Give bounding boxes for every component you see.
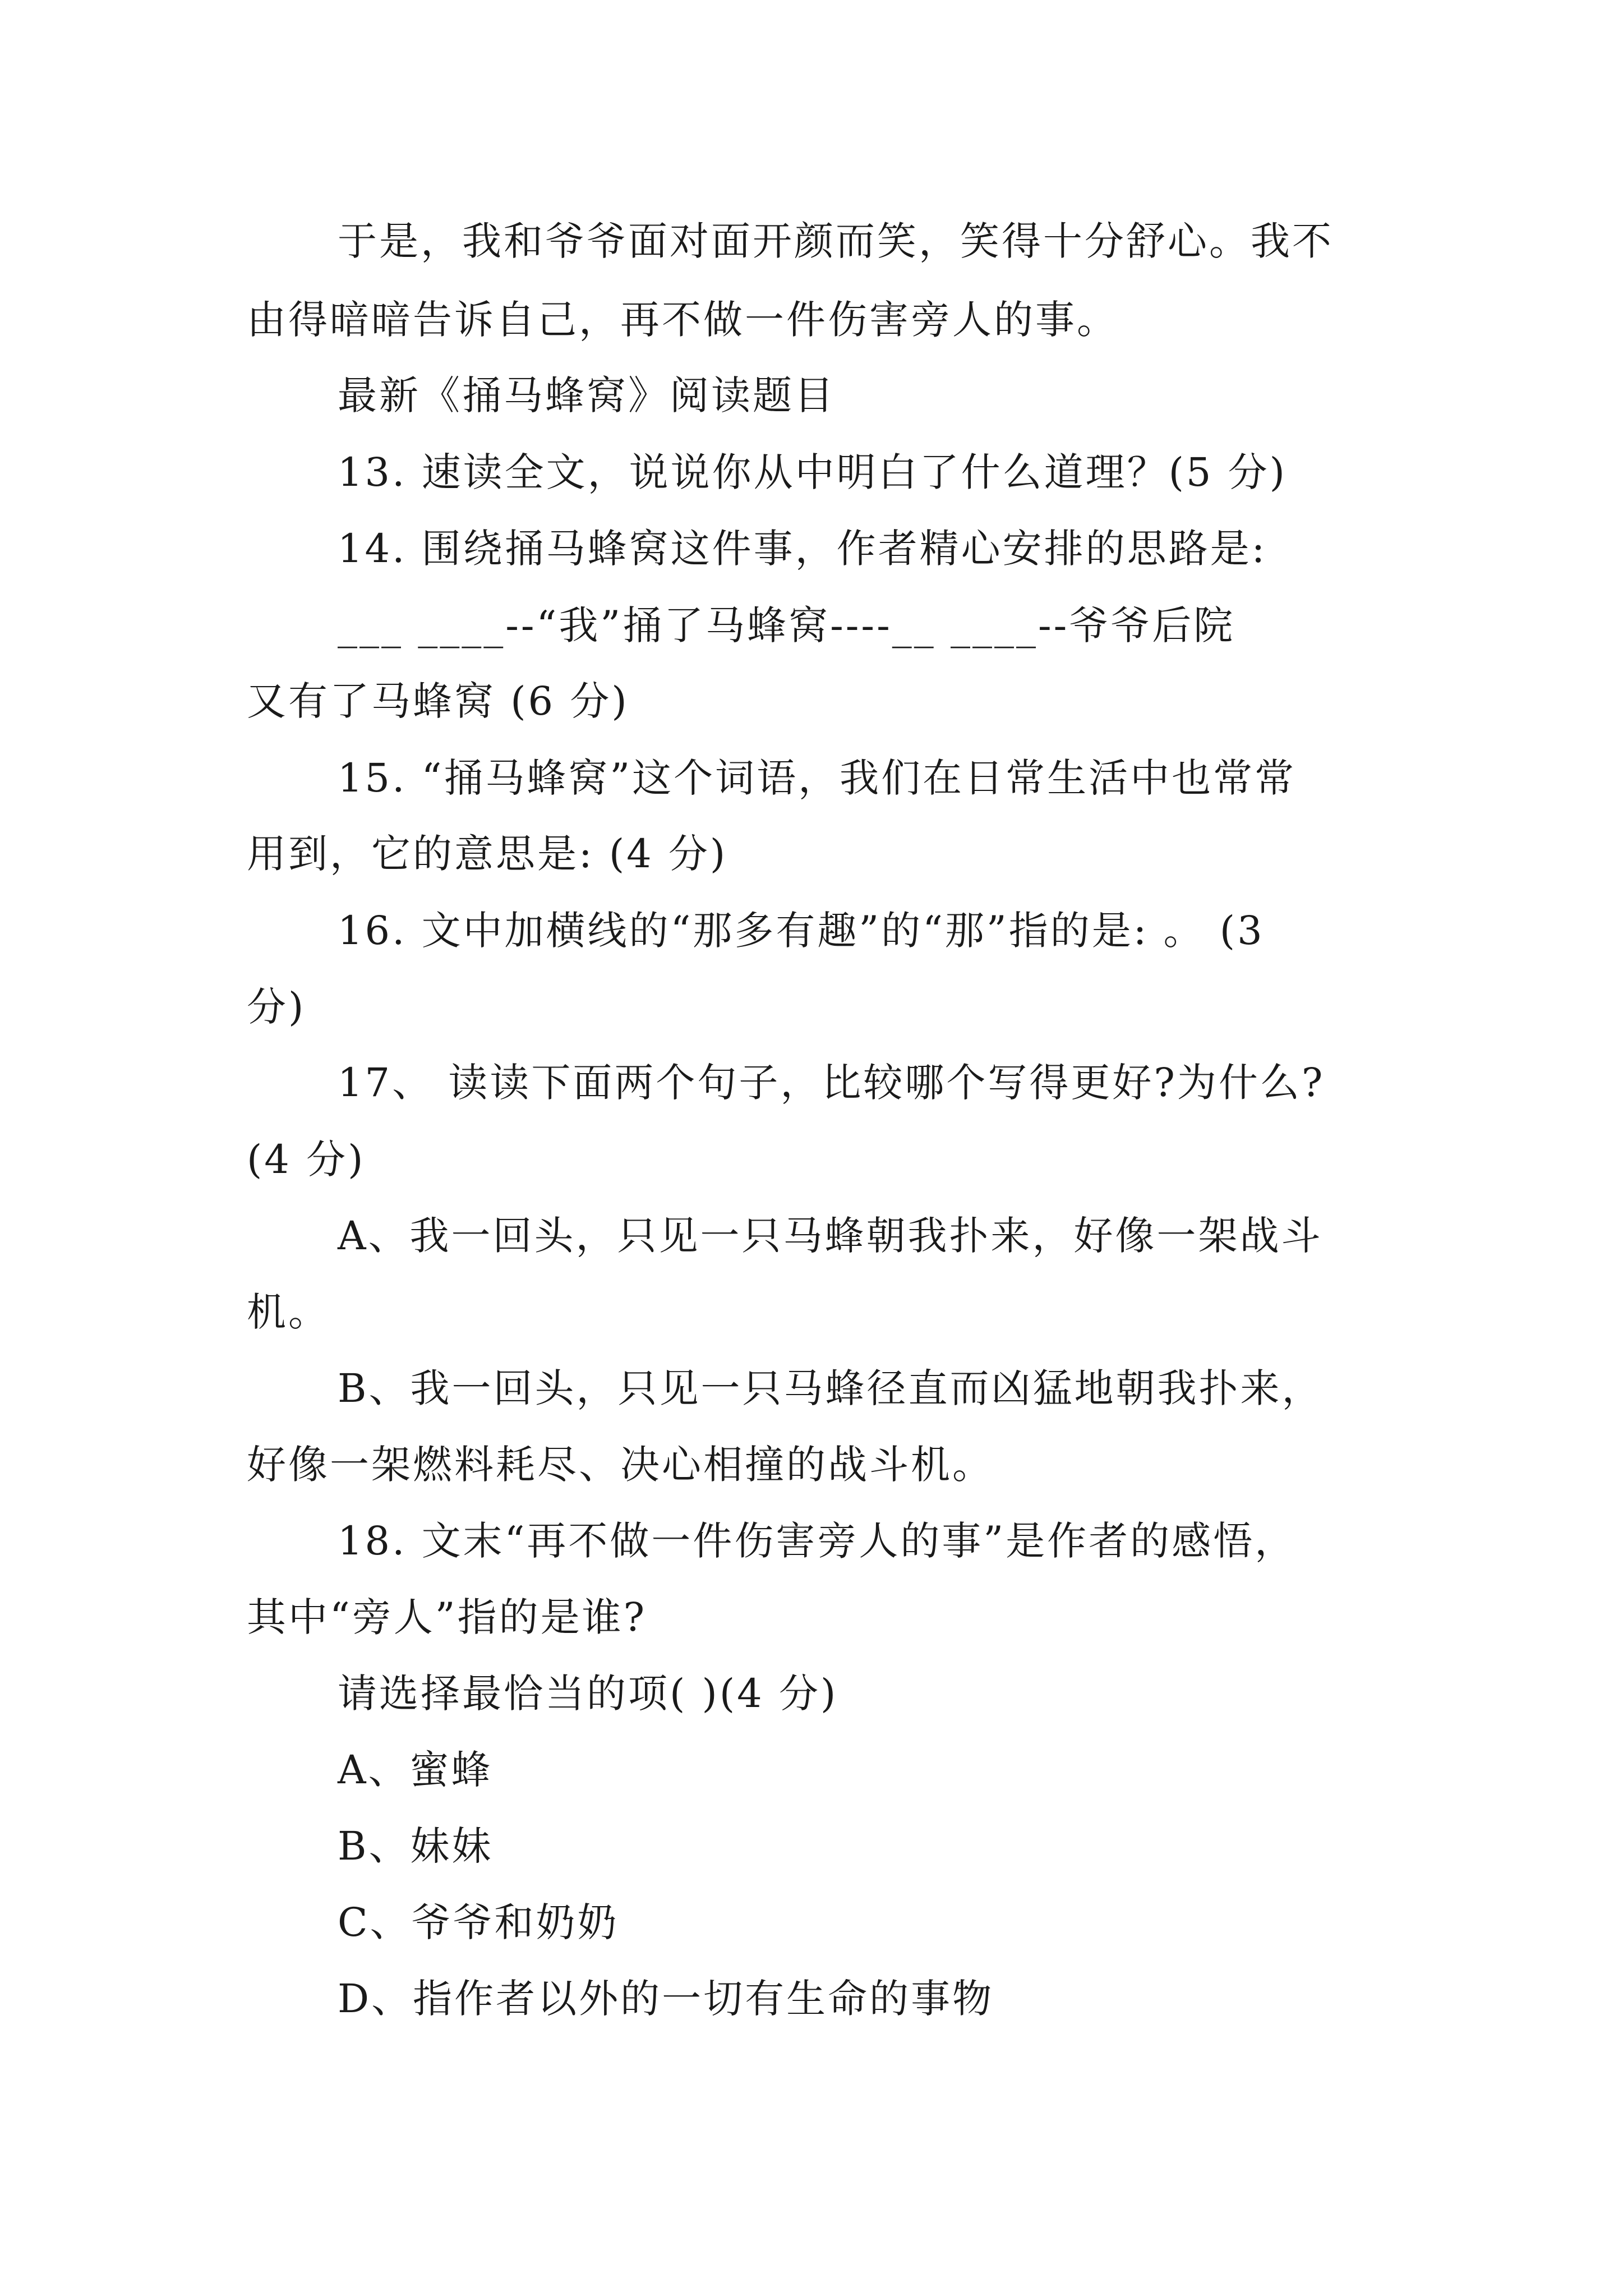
question-17: 17、 读读下面两个句子，比较哪个写得更好?为什么? — [338, 1060, 1325, 1106]
paragraph-line: 由得暗暗告诉自己，再不做一件伤害旁人的事。 — [247, 297, 1118, 343]
question-15-continued: 用到，它的意思是: (4 分) — [247, 831, 728, 877]
option-b: B、妹妹 — [338, 1823, 494, 1869]
sentence-a-continued: 机。 — [247, 1289, 330, 1335]
question-14-blanks: ___ ____--“我”捅了马蜂窝----__ ____--爷爷后院 — [338, 602, 1235, 648]
question-18-continued: 其中“旁人”指的是谁? — [247, 1594, 647, 1640]
sentence-b: B、我一回头，只见一只马蜂径直而凶猛地朝我扑来， — [338, 1365, 1324, 1411]
question-17-continued: (4 分) — [247, 1137, 366, 1182]
section-title: 最新《捅马蜂窝》阅读题目 — [338, 372, 836, 418]
sentence-b-continued: 好像一架燃料耗尽、决心相撞的战斗机。 — [247, 1442, 994, 1488]
question-16: 16. 文中加横线的“那多有趣”的“那”指的是: 。 (3 — [338, 908, 1265, 954]
question-14-continued: 又有了马蜂窝 (6 分) — [247, 678, 629, 724]
question-13: 13. 速读全文，说说你从中明白了什么道理？(5 分) — [338, 449, 1287, 495]
option-d: D、指作者以外的一切有生命的事物 — [338, 1976, 994, 2022]
question-14: 14. 围绕捅马蜂窝这件事，作者精心安排的思路是: — [338, 526, 1267, 572]
sentence-a: A、我一回头，只见一只马蜂朝我扑来，好像一架战斗 — [338, 1213, 1323, 1259]
question-15: 15. “捅马蜂窝”这个词语，我们在日常生活中也常常 — [338, 755, 1297, 801]
question-16-continued: 分) — [247, 984, 306, 1030]
paragraph-line: 于是，我和爷爷面对面开颜而笑，笑得十分舒心。我不 — [338, 218, 1334, 264]
option-c: C、爷爷和奶奶 — [338, 1899, 619, 1945]
choice-prompt: 请选择最恰当的项( )(4 分) — [338, 1671, 838, 1717]
question-18: 18. 文末“再不做一件伤害旁人的事”是作者的感悟， — [338, 1518, 1297, 1564]
option-a: A、蜜蜂 — [338, 1747, 493, 1793]
